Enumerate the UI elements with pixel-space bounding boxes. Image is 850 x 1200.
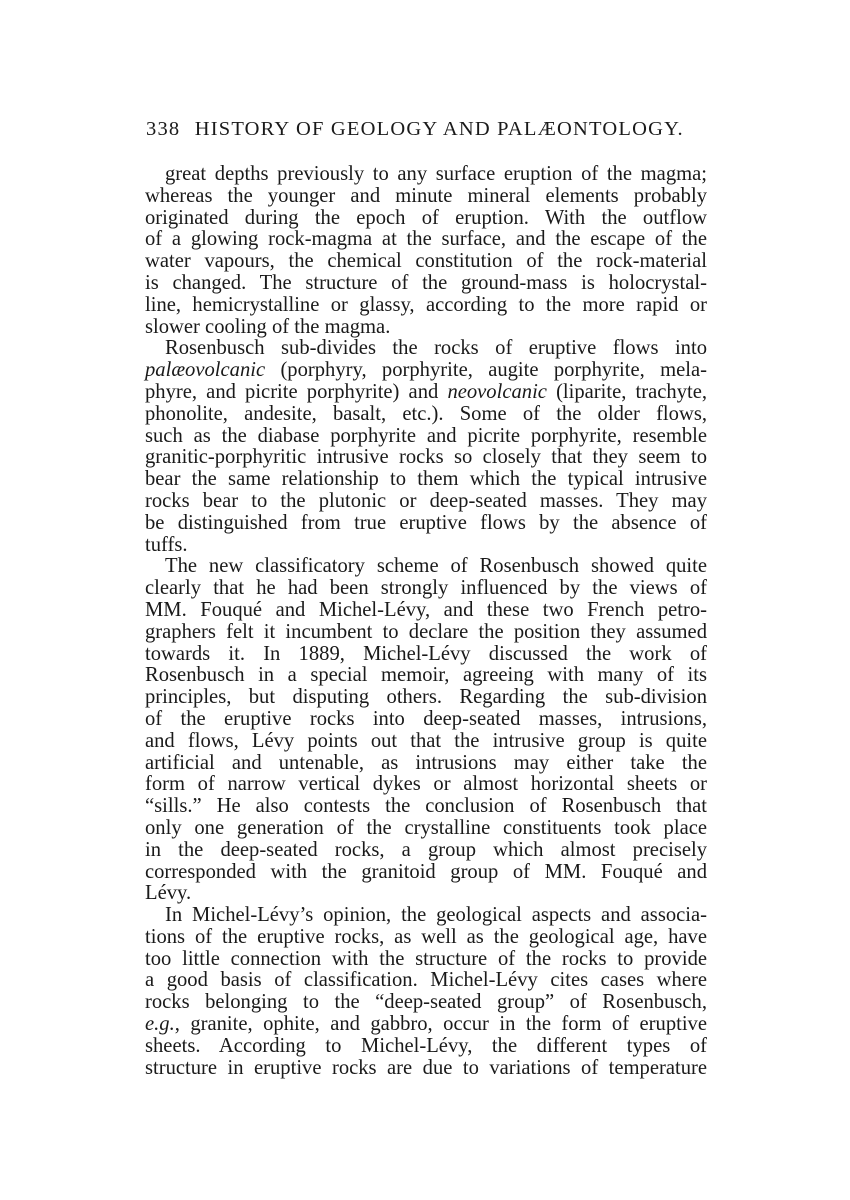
text-run: Rosenbusch in a special memoir, agreeing with many of its	[145, 664, 707, 687]
text-run: such as the diabase porphyrite and picrite porphyrite, resemble	[145, 424, 707, 447]
text-line	[145, 186, 707, 208]
text-line	[145, 840, 707, 862]
text-line	[145, 622, 707, 644]
text-line	[145, 709, 707, 731]
text-line	[145, 753, 707, 775]
text-line	[145, 949, 707, 971]
text-run: form of narrow vertical dykes or almost horizontal sheets or	[145, 773, 707, 796]
body-text	[145, 164, 707, 1079]
text-run: graphers felt it incumbent to declare the position they assumed	[145, 620, 707, 643]
text-run: great depths previously to any surface eruption of the magma;	[165, 163, 707, 185]
text-run: be distinguished from true eruptive flows by the absence of	[145, 511, 707, 534]
text-line	[145, 665, 707, 687]
paragraph	[145, 556, 707, 905]
text-line	[145, 992, 707, 1014]
text-run: granitic-porphyritic intrusive rocks so closely that they seem to	[145, 446, 707, 469]
text-run: artificial and untenable, as intrusions may either take the	[145, 751, 707, 774]
text-run: clearly that he had been strongly influenced by the views of	[145, 577, 707, 600]
text-line	[145, 883, 707, 905]
text-line	[145, 774, 707, 796]
text-run: In Michel-Lévy’s opinion, the geological aspects and associa-	[165, 904, 707, 927]
text-line	[145, 513, 707, 535]
text-run: , granite, ophite, and gabbro, occur in the form of eruptive	[174, 1013, 707, 1036]
text-run: tions of the eruptive rocks, as well as the geological age, have	[145, 925, 707, 948]
text-run: and flows, Lévy points out that the intrusive group is quite	[145, 729, 707, 752]
text-line	[145, 469, 707, 491]
text-run: principles, but disputing others. Regarding the sub-division	[145, 686, 707, 709]
text-line	[145, 317, 707, 339]
text-line	[145, 1058, 707, 1080]
text-line	[145, 905, 707, 927]
text-line	[145, 360, 707, 382]
text-run: The new classificatory scheme of Rosenbusch showed quite	[165, 555, 707, 578]
text-run: in the deep-seated rocks, a group which almost precisely	[145, 838, 707, 861]
text-run: bear the same relationship to them which the typical intrusive	[145, 468, 707, 491]
running-title: HISTORY OF GEOLOGY AND PALÆONTOLOGY.	[194, 118, 684, 140]
text-run: (porphyry, porphyrite, augite porphyrite, mela-	[265, 359, 707, 382]
text-run: of a glowing rock-magma at the surface, and the escape of the	[145, 228, 707, 251]
text-line	[145, 338, 707, 360]
text-run: MM. Fouqué and Michel-Lévy, and these two French petro-	[145, 598, 707, 621]
text-line	[145, 273, 707, 295]
text-run: originated during the epoch of eruption. With the outflow	[145, 206, 707, 229]
text-run: too little connection with the structure of the rocks to provide	[145, 947, 707, 970]
running-header	[146, 118, 706, 141]
italic-term: palæovolcanic	[145, 359, 266, 382]
text-line	[145, 404, 707, 426]
text-line	[145, 556, 707, 578]
text-run: line, hemicrystalline or glassy, according to the more rapid or	[145, 293, 707, 316]
text-run: Lévy.	[145, 882, 192, 905]
text-run: “sills.” He also contests the conclusion of Rosenbusch that	[145, 795, 707, 818]
text-line	[145, 796, 707, 818]
text-run: water vapours, the chemical constitution of the rock-material	[145, 250, 707, 273]
text-run: phyre, and picrite porphyrite) and	[145, 380, 448, 403]
text-run: is changed. The structure of the ground-mass is holocrystal-	[145, 271, 707, 294]
text-line	[145, 1014, 707, 1036]
text-line	[145, 491, 707, 513]
text-line	[145, 818, 707, 840]
page-number: 338	[146, 118, 181, 140]
text-run: only one generation of the crystalline constituents took place	[145, 816, 707, 839]
paragraph	[145, 338, 707, 556]
text-line	[145, 382, 707, 404]
text-run: corresponded with the granitoid group of MM. Fouqué and	[145, 860, 707, 883]
text-run: Rosenbusch sub-divides the rocks of eruptive flows into	[165, 337, 707, 360]
text-line	[145, 687, 707, 709]
text-run: a good basis of classification. Michel-Lévy cites cases where	[145, 969, 707, 992]
italic-term: neovolcanic	[447, 380, 547, 403]
text-run: tuffs.	[145, 533, 188, 556]
text-run: slower cooling of the magma.	[145, 315, 391, 338]
text-run: towards it. In 1889, Michel-Lévy discussed the work of	[145, 642, 707, 665]
text-run: sheets. According to Michel-Lévy, the different types of	[145, 1034, 707, 1057]
text-run: of the eruptive rocks into deep-seated masses, intrusions,	[145, 707, 707, 730]
text-run: structure in eruptive rocks are due to variations of temperature	[145, 1056, 707, 1079]
text-line	[145, 295, 707, 317]
text-line	[145, 229, 707, 251]
text-line	[145, 535, 707, 557]
text-line	[145, 164, 707, 186]
text-line	[145, 1036, 707, 1058]
italic-term: e.g.	[145, 1013, 175, 1036]
text-line	[145, 578, 707, 600]
text-line	[145, 644, 707, 666]
text-line	[145, 731, 707, 753]
text-line	[145, 600, 707, 622]
text-run: rocks bear to the plutonic or deep-seated masses. They may	[145, 489, 707, 512]
text-run: phonolite, andesite, basalt, etc.). Some of the older flows,	[145, 402, 707, 425]
paragraph	[145, 164, 707, 338]
paragraph	[145, 905, 707, 1079]
text-line	[145, 447, 707, 469]
text-line	[145, 208, 707, 230]
text-run: (liparite, trachyte,	[546, 380, 708, 403]
text-line	[145, 927, 707, 949]
text-line	[145, 251, 707, 273]
text-run: whereas the younger and minute mineral elements probably	[145, 184, 707, 207]
text-run: rocks belonging to the “deep-seated group” of Rosenbusch,	[145, 991, 707, 1014]
text-line	[145, 862, 707, 884]
text-line	[145, 970, 707, 992]
text-line	[145, 426, 707, 448]
